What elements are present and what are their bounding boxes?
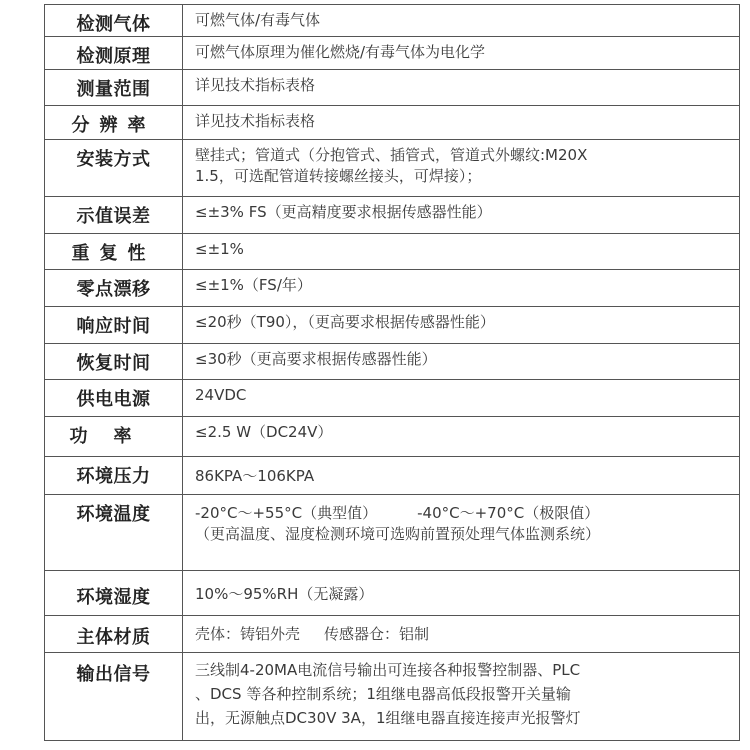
row-value-text: 出，无源触点DC30V 3A，1组继电器直接连接声光报警灯 — [195, 709, 581, 727]
table-row — [45, 571, 740, 616]
typical-temp-range: -20°C～+55°C（典型值） — [195, 504, 378, 522]
row-value-text: ≤±1% — [195, 240, 244, 258]
table-row — [45, 307, 740, 344]
row-value-text: ≤±1%（FS/年） — [195, 276, 312, 294]
row-label-text: 响应时间 — [76, 316, 151, 337]
row-label — [45, 5, 183, 37]
row-value — [183, 653, 740, 741]
row-value — [183, 380, 740, 417]
row-label-text: 环境湿度 — [76, 587, 151, 608]
row-value — [183, 106, 740, 140]
row-value-text: 可燃气体原理为催化燃烧/有毒气体为电化学 — [195, 43, 486, 61]
row-label-text: 安装方式 — [76, 149, 151, 170]
table-row — [45, 653, 740, 741]
row-value — [183, 344, 740, 380]
row-value-text: 可燃气体/有毒气体 — [195, 11, 321, 29]
row-value-text: 、DCS 等各种控制系统；1组继电器高低段报警开关量输 — [195, 685, 571, 703]
row-value — [183, 197, 740, 234]
row-value-text: 详见技术指标表格 — [195, 76, 316, 94]
row-value-text: 86KPA～106KPA — [195, 467, 315, 485]
temp-note: （更高温度、湿度检测环境可选购前置预处理气体监测系统） — [195, 525, 601, 543]
row-value — [183, 140, 740, 197]
row-label — [45, 270, 183, 307]
shell-material: 壳体：铸铝外壳 — [195, 625, 301, 643]
limit-temp-range: -40°C～+70°C（极限值） — [417, 504, 600, 522]
table-row — [45, 140, 740, 197]
row-label-text: 输出信号 — [76, 664, 151, 685]
table-row — [45, 495, 740, 571]
row-value — [183, 70, 740, 106]
row-label-text: 重复性 — [71, 243, 156, 264]
row-value — [183, 234, 740, 270]
spec-table — [44, 4, 740, 741]
row-label — [45, 380, 183, 417]
row-label-text: 检测原理 — [76, 46, 151, 67]
table-row — [45, 616, 740, 653]
table-row — [45, 380, 740, 417]
row-value — [183, 307, 740, 344]
row-value — [183, 457, 740, 495]
row-label — [45, 307, 183, 344]
row-value — [183, 417, 740, 457]
row-label — [45, 417, 183, 457]
row-label-text: 测量范围 — [76, 79, 151, 100]
row-value-text: ≤2.5 W（DC24V） — [195, 423, 333, 441]
table-row — [45, 417, 740, 457]
table-row — [45, 5, 740, 37]
row-value — [183, 37, 740, 70]
table-row — [45, 344, 740, 380]
row-label-text: 分辨率 — [71, 115, 156, 136]
row-label — [45, 140, 183, 197]
row-label — [45, 457, 183, 495]
table-row — [45, 234, 740, 270]
row-label — [45, 106, 183, 140]
row-value-text: 24VDC — [195, 386, 247, 404]
table-row — [45, 270, 740, 307]
row-label — [45, 344, 183, 380]
row-label — [45, 234, 183, 270]
table-row — [45, 70, 740, 106]
row-label-text: 示值误差 — [76, 206, 151, 227]
row-value-text: 详见技术指标表格 — [195, 112, 316, 130]
row-value-text: ≤30秒（更高要求根据传感器性能） — [195, 350, 437, 368]
row-label — [45, 653, 183, 741]
row-label — [45, 616, 183, 653]
row-value — [183, 5, 740, 37]
row-label — [45, 495, 183, 571]
table-row — [45, 457, 740, 495]
row-value — [183, 616, 740, 653]
row-value-text: 10%～95%RH（无凝露） — [195, 585, 374, 603]
row-value-text: 1.5，可选配管道转接螺丝接头，可焊接）； — [195, 167, 482, 185]
table-row — [45, 37, 740, 70]
row-label — [45, 70, 183, 106]
row-value-text: 壁挂式；管道式（分抱管式、插管式，管道式外螺纹:M20X — [195, 146, 588, 164]
row-label — [45, 37, 183, 70]
row-value-text: 三线制4-20MA电流信号输出可连接各种报警控制器、PLC — [195, 661, 581, 679]
row-label-text: 恢复时间 — [76, 353, 151, 374]
row-label-text: 环境压力 — [76, 466, 151, 487]
row-value — [183, 495, 740, 571]
row-label-text: 主体材质 — [76, 627, 151, 648]
row-label-text: 供电电源 — [76, 389, 151, 410]
row-label-text: 检测气体 — [76, 14, 151, 35]
row-label — [45, 571, 183, 616]
row-label — [45, 197, 183, 234]
table-row — [45, 106, 740, 140]
row-label-text: 环境温度 — [76, 504, 151, 525]
row-value-text: ≤20秒（T90），（更高要求根据传感器性能） — [195, 313, 495, 331]
table-row — [45, 197, 740, 234]
sensor-chamber-material: 传感器仓：铝制 — [324, 625, 430, 643]
row-value-text: ≤±3% FS（更高精度要求根据传感器性能） — [195, 203, 492, 221]
row-value — [183, 571, 740, 616]
row-value — [183, 270, 740, 307]
row-label-text: 零点漂移 — [76, 279, 151, 300]
row-label-text: 功率 — [69, 426, 158, 447]
